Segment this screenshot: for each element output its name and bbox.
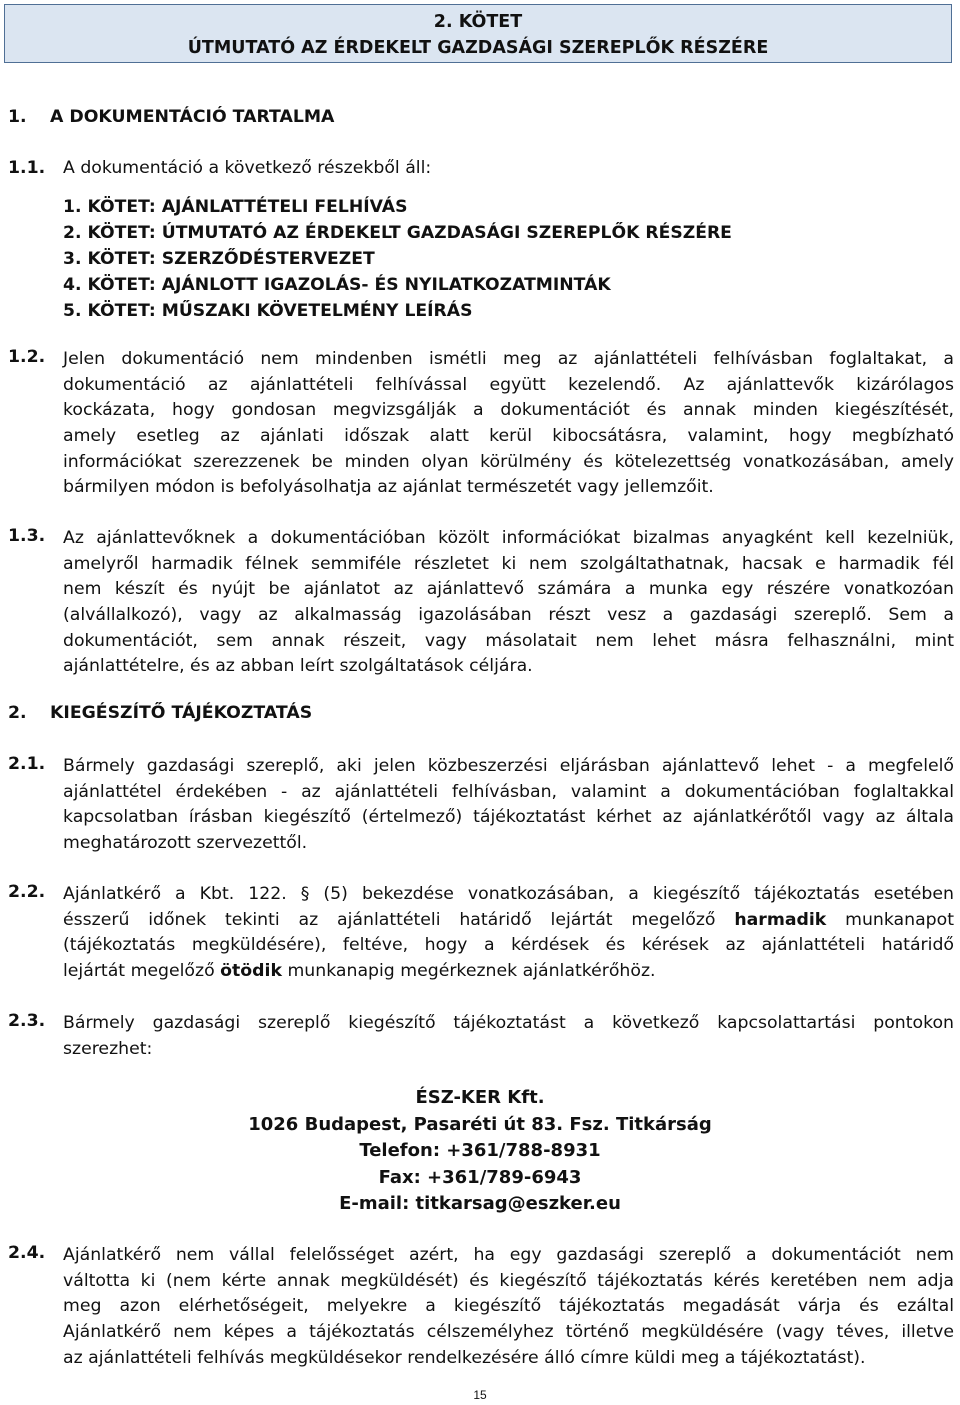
paragraph-line: dokumentáció az ajánlattételi felhívással együtt kezelendő. Az ajánlattevők kizárólagos: [63, 374, 954, 395]
section-1-2-paragraph: [63, 347, 954, 501]
paragraph-line: meghatározott szervezettől.: [63, 833, 308, 854]
paragraph-line: (tájékoztatás megküldésére), feltéve, hogy a kérdések és kérések az ajánlattételi határidő: [63, 935, 954, 956]
paragraph-line: amely esetleg az ajánlati időszak alatt kerül kibocsátásra, valamint, hogy megbízható: [63, 426, 954, 447]
paragraph-line: kapcsolatban írásban kiegészítő (értelmező) tájékoztatást kérhet az ajánlatkérőtől vagy az általa: [63, 807, 954, 828]
section-2-2-number: 2.2.: [8, 882, 46, 902]
emphasis-harmadik: harmadik: [734, 909, 827, 930]
document-header: [4, 4, 952, 63]
page-number: 15: [473, 1388, 487, 1402]
list-item: 1. KÖTET: AJÁNLATTÉTELI FELHÍVÁS: [63, 197, 408, 217]
section-1-1-text: A dokumentáció a következő részekből áll:: [63, 158, 432, 178]
paragraph-line: kockázata, hogy gondosan megvizsgálják a dokumentációt és annak minden kiegészítését,: [63, 400, 954, 421]
paragraph-line: amelyről harmadik félnek semmiféle részletet ki nem szolgáltathatnak, hacsak e harmadik fél: [63, 553, 954, 574]
paragraph-line: Az ajánlattevőknek a dokumentációban közölt információkat bizalmas anyagként kell kezelniük,: [63, 528, 954, 548]
paragraph-line: Ajánlatkérő a Kbt. 122. § (5) bekezdése vonatkozásában, a kiegészítő tájékoztatás esetében: [63, 884, 954, 904]
paragraph-line: ajánlattételre, és az abban leírt szolgáltatások céljára.: [63, 656, 533, 677]
inline-text: ésszerű időnek tekinti az ajánlattételi határidő lejártát megelőző: [63, 909, 716, 930]
header-title: ÚTMUTATÓ AZ ÉRDEKELT GAZDASÁGI SZEREPLŐK RÉSZÉRE: [187, 38, 769, 58]
paragraph-line: [63, 908, 954, 934]
list-item: 3. KÖTET: SZERZŐDÉSTERVEZET: [63, 249, 375, 269]
section-2-3-number: 2.3.: [8, 1011, 46, 1031]
paragraph-line: meg azon elérhetőségeit, melyekre a kiegészítő tájékoztatás megadását várja és ezáltal: [63, 1296, 954, 1317]
paragraph-line: Bármely gazdasági szereplő, aki jelen közbeszerzési eljárásban ajánlattevő lehet - a megfelelő: [63, 756, 954, 776]
section-1-3-number: 1.3.: [8, 526, 46, 546]
section-1-title: A DOKUMENTÁCIÓ TARTALMA: [50, 107, 335, 127]
section-2-4-number: 2.4.: [8, 1243, 46, 1263]
paragraph-line: nem készít és nyújt be ajánlatot az ajánlattevő számára a munka egy részére vonatkozóan: [63, 579, 954, 600]
inline-text: lejártát megelőző: [63, 961, 215, 982]
paragraph-line: az ajánlattételi felhívás megküldésekor rendelkezésére álló címre küldi meg a tájékoztatást).: [63, 1347, 866, 1368]
paragraph-line: Jelen dokumentáció nem mindenben ismétli meg az ajánlattételi felhívásban foglaltakat, a: [63, 349, 954, 369]
paragraph-line: (alvállalkozó), vagy az alkalmasság igazolásában részt vesz a gazdasági szereplő. Sem a: [63, 605, 954, 626]
section-2-number: 2.: [8, 703, 27, 723]
section-1-3-paragraph: [63, 526, 954, 680]
paragraph-line: bármilyen módon is befolyásolhatja az ajánlat természetét vagy jellemzőit.: [63, 477, 714, 498]
contact-phone: Telefon: +361/788-8931: [359, 1140, 601, 1161]
section-2-1-number: 2.1.: [8, 754, 46, 774]
paragraph-line: Ajánlatkérő nem vállal felelősséget azért, ha egy gazdasági szereplő a dokumentációt nem: [63, 1245, 954, 1265]
contact-address: 1026 Budapest, Pasaréti út 83. Fsz. Titkárság: [248, 1113, 712, 1135]
section-2-1-paragraph: [63, 754, 954, 857]
contact-fax: Fax: +361/789-6943: [378, 1166, 582, 1188]
paragraph-line: váltotta ki (nem kérte annak megküldését) és kiegészítő tájékoztatás kérés keretében nem adja: [63, 1270, 954, 1291]
list-item: 4. KÖTET: AJÁNLOTT IGAZOLÁS- ÉS NYILATKOZATMINTÁK: [63, 275, 611, 295]
section-1-number: 1.: [8, 107, 27, 127]
paragraph-line: Ajánlatkérő nem képes a tájékoztatás célszemélyhez történő megküldésére (vagy téves, illetve: [63, 1322, 954, 1343]
list-item: 2. KÖTET: ÚTMUTATÓ AZ ÉRDEKELT GAZDASÁGI SZEREPLŐK RÉSZÉRE: [63, 223, 732, 243]
header-volume: 2. KÖTET: [433, 12, 523, 32]
section-1-2-number: 1.2.: [8, 347, 46, 367]
section-2-4-paragraph: [63, 1243, 954, 1371]
emphasis-otodik: ötödik: [220, 961, 282, 982]
paragraph-line: [63, 959, 954, 985]
volume-list: [63, 194, 732, 324]
section-2-title: KIEGÉSZÍTŐ TÁJÉKOZTATÁS: [50, 703, 313, 723]
paragraph-line: szerezhet:: [63, 1038, 153, 1059]
paragraph-line: információkat szerezzenek be minden olyan körülmény és kötelezettség vonatkozásában, amely: [63, 451, 954, 472]
inline-text: munkanapot: [845, 909, 955, 930]
contact-block: [0, 1085, 960, 1218]
paragraph-line: dokumentációt, sem annak részeit, vagy másolatait nem lehet másra felhasználni, mint: [63, 630, 954, 651]
inline-text: munkanapig megérkeznek ajánlatkérőhöz.: [287, 961, 656, 982]
list-item: 5. KÖTET: MŰSZAKI KÖVETELMÉNY LEÍRÁS: [63, 301, 473, 321]
paragraph-line: ajánlattétel érdekében - az ajánlattételi felhívásban, valamint a dokumentációban foglaltakkal: [63, 781, 954, 802]
section-2-2-paragraph: [63, 882, 954, 985]
section-2-3-paragraph: [63, 1011, 954, 1062]
contact-email: E-mail: titkarsag@eszker.eu: [339, 1193, 621, 1214]
paragraph-line: Bármely gazdasági szereplő kiegészítő tájékoztatást a következő kapcsolattartási pontokon: [63, 1013, 954, 1033]
contact-company: ÉSZ-KER Kft.: [415, 1087, 545, 1108]
section-1-1-number: 1.1.: [8, 158, 46, 178]
